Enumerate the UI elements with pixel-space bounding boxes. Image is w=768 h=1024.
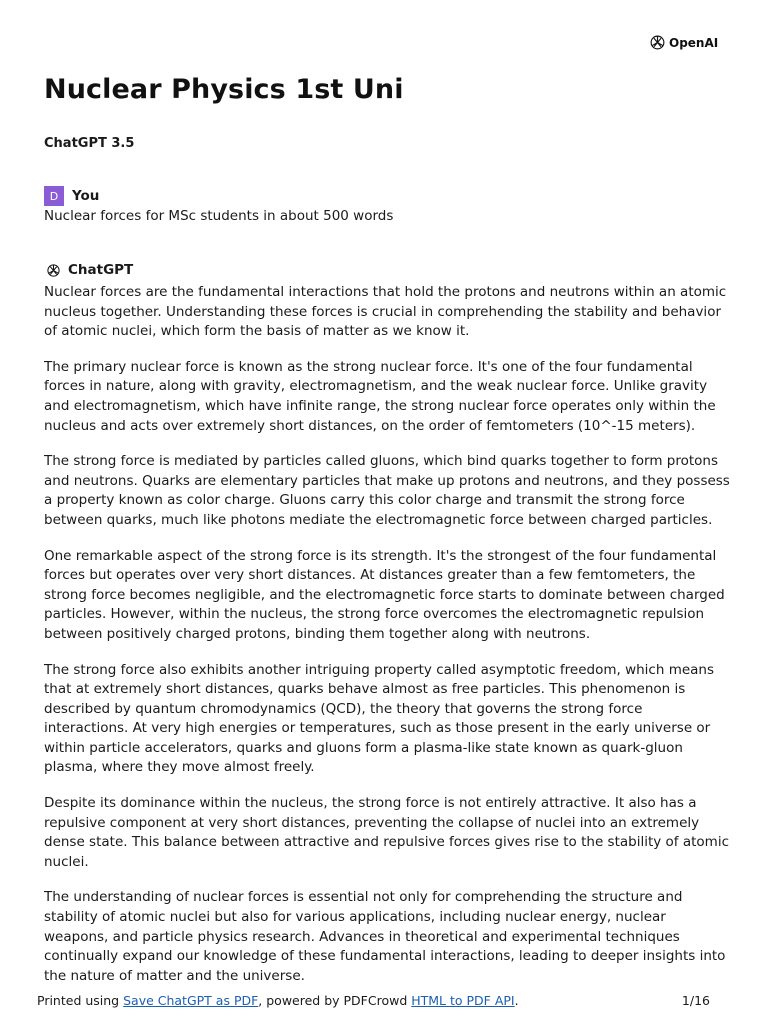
openai-brand [649,34,718,51]
brand-name: OpenAI [669,35,719,50]
footer-suffix: . [514,993,519,1008]
html-to-pdf-link[interactable]: HTML to PDF API [411,993,515,1008]
assistant-name: ChatGPT [68,262,134,278]
footer [37,993,711,1008]
avatar: D [44,186,64,206]
user-message: Nuclear forces for MSc students in about 500 words [44,208,394,224]
model-label: ChatGPT 3.5 [44,136,135,151]
footer-prefix: Printed using [37,993,124,1008]
answer-paragraph: Despite its dominance within the nucleus, the strong force is not entirely attractive. It also has a repulsive component at very short distances, preventing the collapse of nuclei into an extremely dense state. This balance between attractive and repulsive forces gives rise to the stability of atomic nuclei. [44,795,729,870]
footer-middle: , powered by PDFCrowd [258,993,412,1008]
page-title: Nuclear Physics 1st Uni [44,74,404,105]
answer-paragraph: Nuclear forces are the fundamental interactions that hold the protons and neutrons within an atomic nucleus together. Understanding these forces is crucial in comprehending the stability and behavior of atomic nuclei, which form the basis of matter as we know it. [44,284,727,340]
chatgpt-logo-icon [46,263,61,278]
answer-paragraph: The primary nuclear force is known as the strong nuclear force. It's one of the four fundamental forces in nature, along with gravity, electromagnetism, and the weak nuclear force. Unlike gravity and electromagnetism, which have infinite range, the strong nuclear force operates only within the nucleus and acts over extremely short distances, on the order of femtometers (10^-15 meters). [44,358,716,434]
assistant-message-header [46,262,133,278]
answer-paragraph: One remarkable aspect of the strong force is its strength. It's the strongest of the four fundamental forces but operates over very short distances. At distances greater than a few femtometers, the strong force becomes negligible, and the electromagnetic force starts to dominate between charged particles. However, within the nucleus, the strong force overcomes the electromagnetic repulsion between positively charged protons, binding them together along with neutrons. [44,547,725,642]
user-message-header [44,186,99,206]
answer-paragraph: The understanding of nuclear forces is essential not only for comprehending the structure and stability of atomic nuclei but also for various applications, including nuclear energy, nuclear weapons, and particle physics research. Advances in theoretical and experimental techniques continually expand our knowledge of these fundamental interactions, leading to deeper insights into the nature of matter and the universe. [44,889,726,984]
answer-paragraph: The strong force also exhibits another intriguing property called asymptotic freedom, which means that at extremely short distances, quarks behave almost as free particles. This phenomenon is described by quantum chromodynamics (QCD), the theory that governs the strong force interactions. At very high energies or temperatures, such as those present in the early universe or within particle accelerators, quarks and gluons form a plasma-like state known as quark-gluon plasma, where they move almost freely. [44,661,715,776]
assistant-message [44,283,730,1002]
page-number: 1/16 [681,993,710,1008]
save-chatgpt-link[interactable]: Save ChatGPT as PDF [123,993,259,1008]
openai-logo-icon [649,34,666,51]
user-name: You [72,188,100,204]
answer-paragraph: The strong force is mediated by particles called gluons, which bind quarks together to form protons and neutrons. Quarks are elementary particles that make up protons and neutrons, and they possess a property known as color charge. Gluons carry this color charge and transmit the strong force between quarks, much like photons mediate the electromagnetic force between charged particles. [44,453,730,528]
